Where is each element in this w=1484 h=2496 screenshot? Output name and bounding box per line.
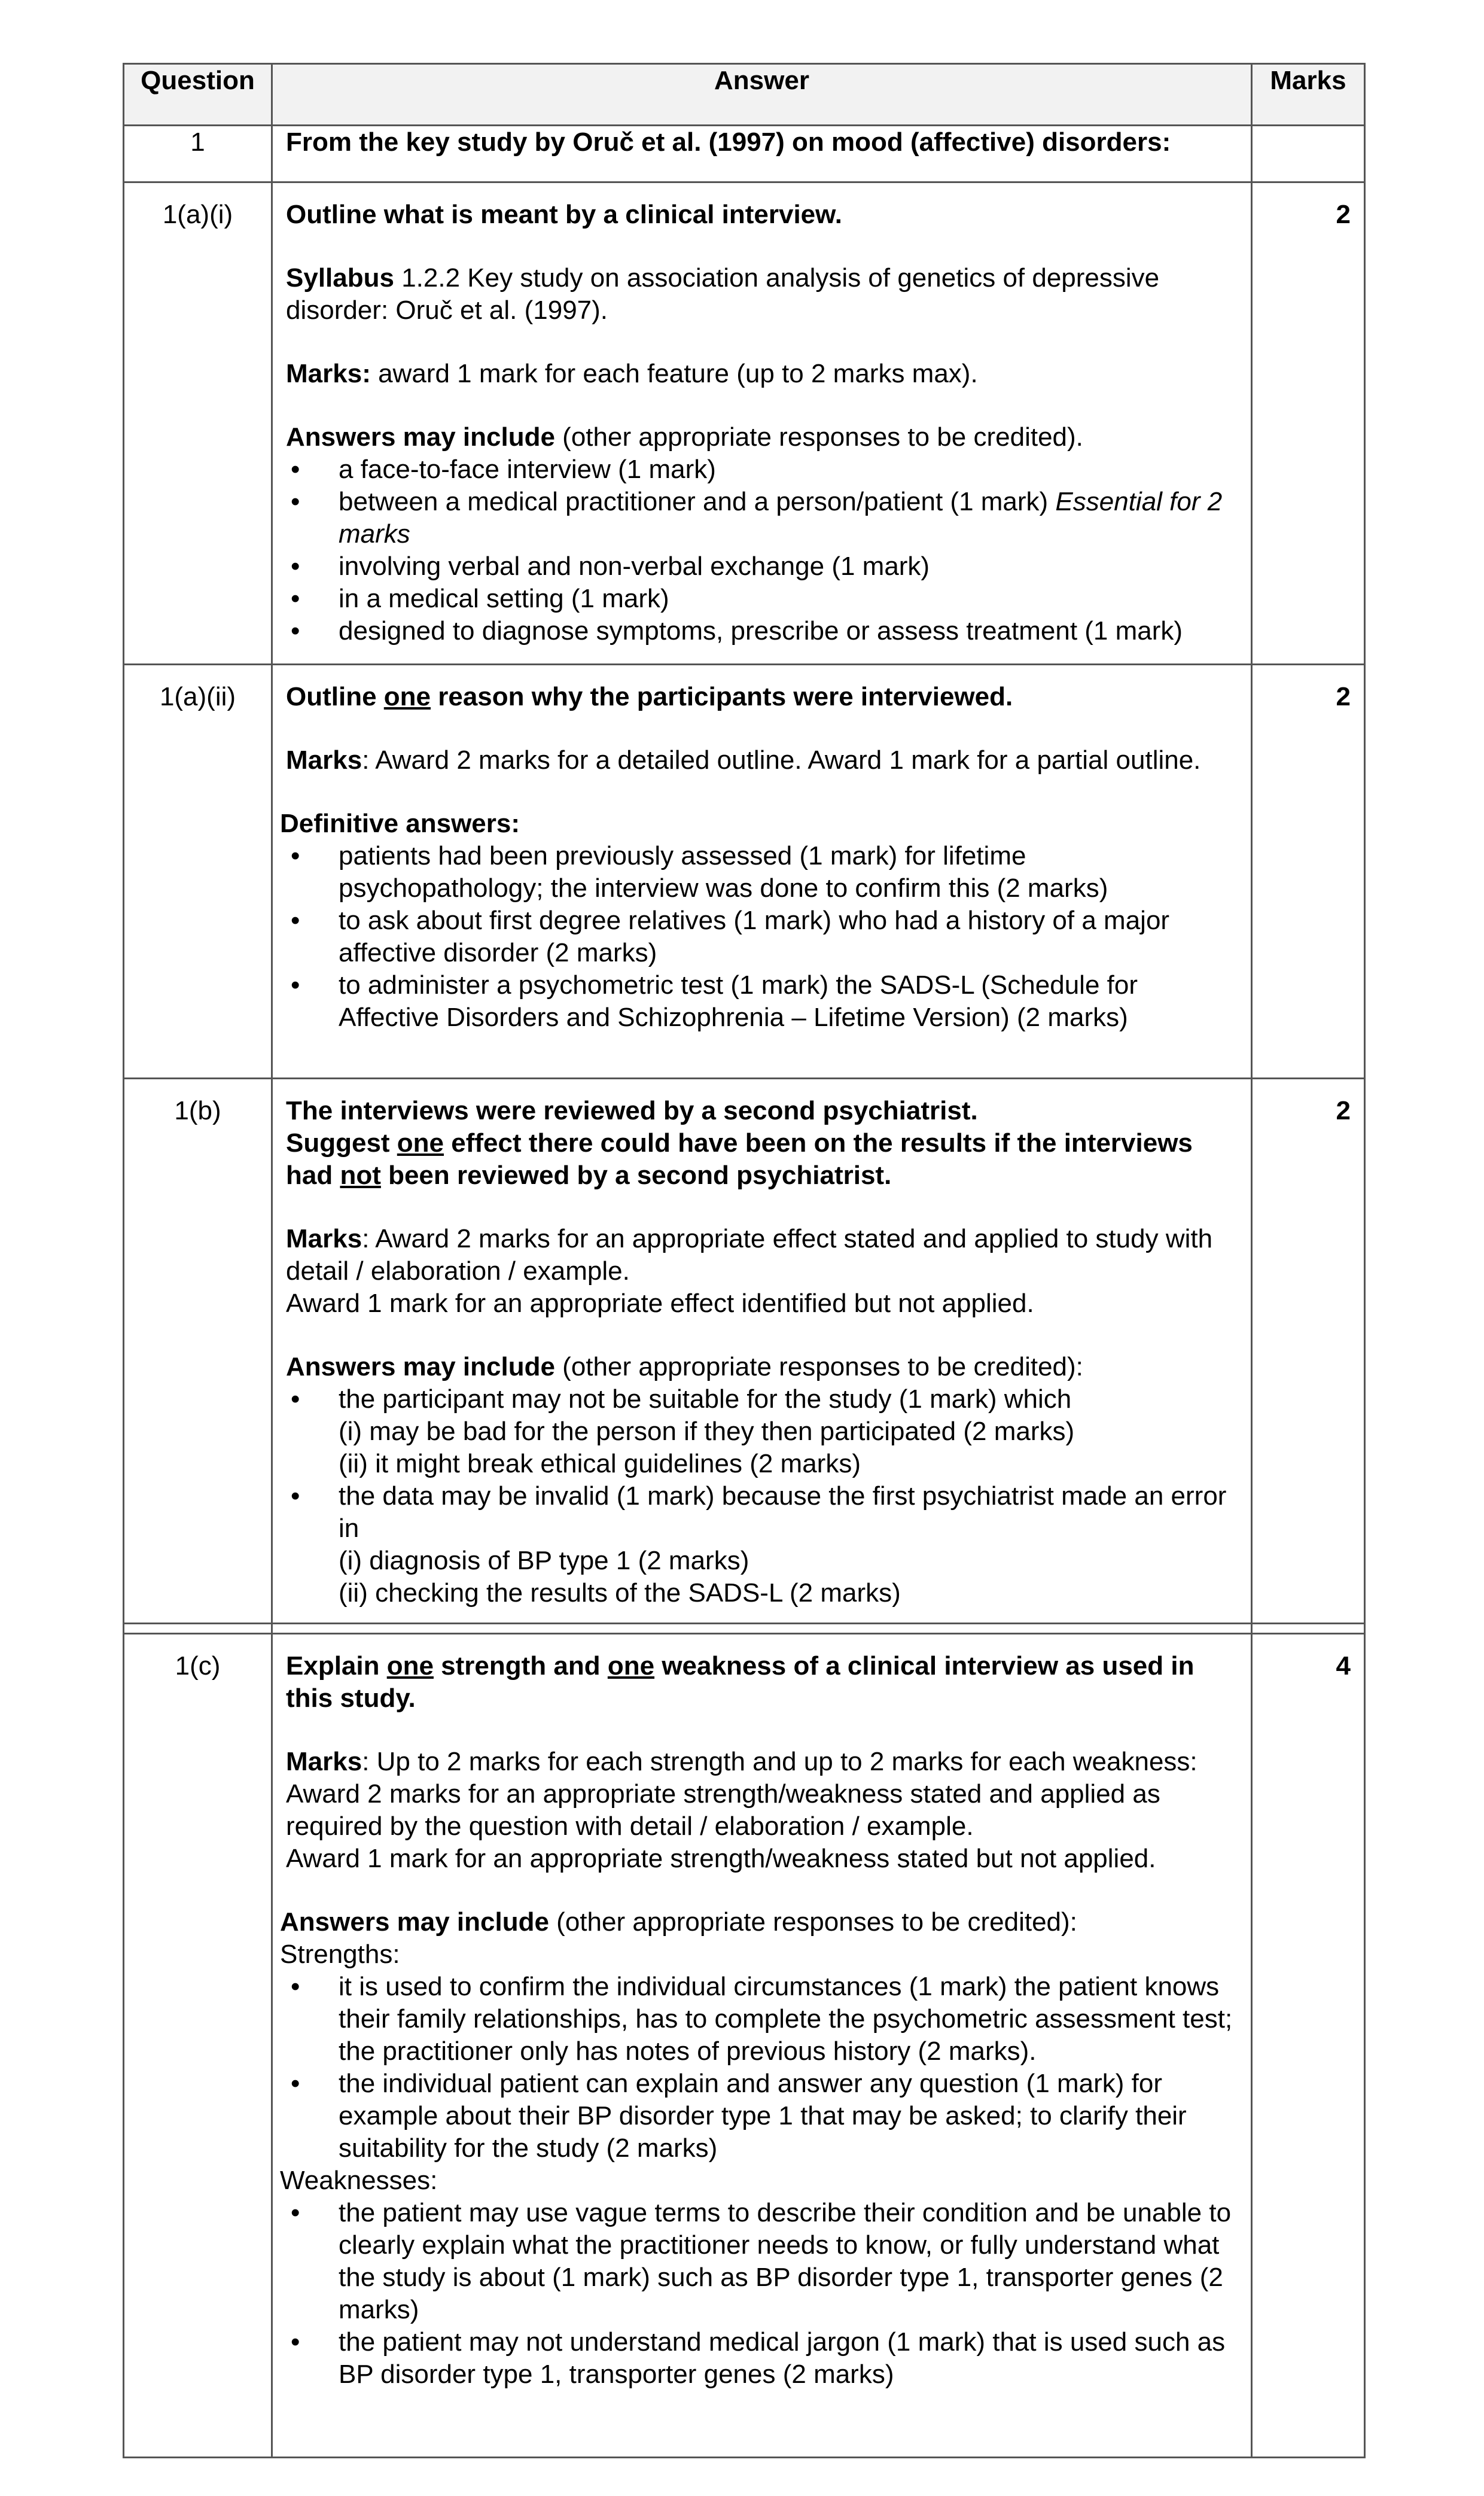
question-prompt: Explain one strength and one weakness of a clinical interview as used in this study. [286, 1651, 1194, 1713]
question-stem: From the key study by Oruč et al. (1997) on mood (affective) disorders: [272, 126, 1252, 182]
question-prompt: Outline one reason why the participants were interviewed. [286, 682, 1013, 711]
weaknesses-label: Weaknesses: [280, 2166, 438, 2195]
marks-value: 4 [1252, 1634, 1365, 2458]
mark-scheme-page [123, 63, 1364, 2458]
list-item: • to ask about first degree relatives (1 mark) who had a history of a major affective disorder (2 marks) [291, 906, 1170, 967]
strengths-list [286, 1971, 1238, 2165]
sub-item: (i) may be bad for the person if they then participated (2 marks) [339, 1417, 1075, 1446]
table-row [124, 665, 1365, 1079]
answer-list [286, 1383, 1238, 1609]
table-row [124, 182, 1365, 665]
strengths-label: Strengths: [280, 1940, 400, 1969]
header-answer: Answer [272, 64, 1252, 126]
marks-guidance: Marks: Award 2 marks for a detailed outline. Award 1 mark for a partial outline. [286, 745, 1201, 775]
list-item: • involving verbal and non-verbal exchange (1 mark) [291, 552, 930, 581]
list-item: • between a medical practitioner and a person/patient (1 mark) Essential for 2 marks [291, 487, 1223, 549]
question-number: 1(a)(i) [124, 182, 272, 665]
table-row [124, 126, 1365, 182]
list-item: • the individual patient can explain and answer any question (1 mark) for example about their BP disorder type 1 that may be asked; to clarify their suitability for the study (2 marks) [291, 2069, 1187, 2163]
row-divider [124, 1624, 1365, 1634]
list-item: • in a medical setting (1 mark) [291, 584, 669, 613]
question-number: 1(c) [124, 1634, 272, 2458]
table-row [124, 1079, 1365, 1624]
list-item: • to administer a psychometric test (1 mark) the SADS-L (Schedule for Affective Disorders and Schizophrenia – Lifetime Version) (2 marks) [291, 970, 1138, 1032]
table-row [124, 1634, 1365, 2458]
sub-item: (ii) it might break ethical guidelines (2 marks) [339, 1449, 861, 1478]
marks-value: 2 [1252, 1079, 1365, 1624]
definitive-label: Definitive answers: [280, 809, 520, 838]
mark-scheme-table [123, 63, 1366, 2458]
question-prompt: Suggest one effect there could have been on the results if the interviews had not been reviewed by a second psychiatrist. [286, 1128, 1193, 1190]
list-item: • designed to diagnose symptoms, prescribe or assess treatment (1 mark) [291, 616, 1183, 646]
question-number: 1(b) [124, 1079, 272, 1624]
marks-guidance-partial: Award 1 mark for an appropriate effect identified but not applied. [286, 1289, 1034, 1318]
answers-intro: Answers may include (other appropriate responses to be credited). [286, 422, 1083, 452]
list-item: • a face-to-face interview (1 mark) [291, 455, 716, 484]
weaknesses-list [286, 2197, 1238, 2391]
answer-cell [272, 1079, 1252, 1624]
answers-intro: Answers may include (other appropriate responses to be credited): [280, 1907, 1077, 1937]
list-item: • the data may be invalid (1 mark) because the first psychiatrist made an error in (i) diagnosis of BP type 1 (2 marks) (ii) checking the results of the SADS-L (2 marks) [286, 1480, 1238, 1609]
answer-cell [272, 1634, 1252, 2458]
marks-guidance-full: Award 2 marks for an appropriate strength/weakness stated and applied as required by the question with detail / elaboration / example. [286, 1779, 1160, 1841]
marks-guidance: Marks: Award 2 marks for an appropriate effect stated and applied to study with detail / elaboration / example. [286, 1224, 1213, 1286]
answers-intro: Answers may include (other appropriate responses to be credited): [286, 1352, 1083, 1381]
marks-guidance-partial: Award 1 mark for an appropriate strength/weakness stated but not applied. [286, 1844, 1156, 1873]
marks-cell [1252, 126, 1365, 182]
answer-list [286, 840, 1238, 1034]
list-item: • it is used to confirm the individual circumstances (1 mark) the patient knows their family relationships, has to complete the psychometric assessment test; the practitioner only has notes of previous history (2 marks). [291, 1972, 1233, 2066]
marks-guidance: Marks: award 1 mark for each feature (up to 2 marks max). [286, 359, 978, 388]
answer-cell [272, 665, 1252, 1079]
header-question: Question [124, 64, 272, 126]
essential-note: Essential for 2 marks [339, 487, 1223, 549]
list-item: • the patient may not understand medical jargon (1 mark) that is used such as BP disorder type 1, transporter genes (2 marks) [291, 2327, 1226, 2389]
answer-list [286, 453, 1238, 647]
question-prompt: Outline what is meant by a clinical interview. [286, 200, 842, 229]
sub-item: (ii) checking the results of the SADS-L (2 marks) [339, 1578, 901, 1608]
list-item: • patients had been previously assessed (1 mark) for lifetime psychopathology; the interview was done to confirm this (2 marks) [291, 841, 1108, 903]
answer-cell [272, 182, 1252, 665]
question-context: The interviews were reviewed by a second psychiatrist. [286, 1096, 978, 1125]
marks-guidance: Marks: Up to 2 marks for each strength and up to 2 marks for each weakness: [286, 1747, 1197, 1776]
marks-value: 2 [1252, 665, 1365, 1079]
list-item: • the participant may not be suitable for the study (1 mark) which (i) may be bad for the person if they then participated (2 marks) (ii) it might break ethical guidelines (2 marks) [286, 1383, 1238, 1480]
header-row [124, 64, 1365, 126]
list-item: • the patient may use vague terms to describe their condition and be unable to clearly explain what the practitioner needs to know, or fully understand what the study is about (1 mark) such as BP disorder type 1, transporter genes (2 marks) [291, 2198, 1232, 2324]
syllabus-text: Syllabus 1.2.2 Key study on association analysis of genetics of depressive disorder: Oruč et al. (1997). [286, 263, 1160, 325]
header-marks: Marks [1252, 64, 1365, 126]
question-number: 1 [124, 126, 272, 182]
sub-item: (i) diagnosis of BP type 1 (2 marks) [339, 1546, 749, 1575]
question-number: 1(a)(ii) [124, 665, 272, 1079]
marks-value: 2 [1252, 182, 1365, 665]
